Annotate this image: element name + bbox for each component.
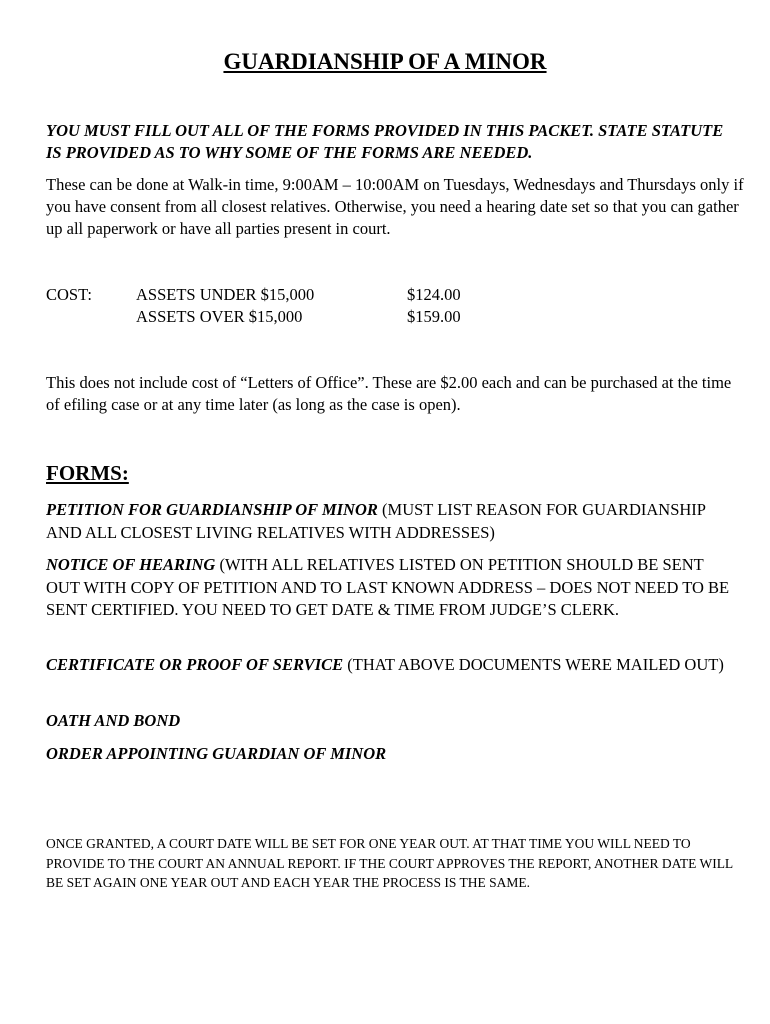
- cost-label: COST:: [46, 285, 92, 304]
- form-name: PETITION FOR GUARDIANSHIP OF MINOR: [46, 500, 378, 519]
- cost-price: $159.00: [407, 307, 461, 326]
- page-title: GUARDIANSHIP OF A MINOR: [223, 49, 547, 74]
- letters-of-office-note: This does not include cost of “Letters of Office”. These are $2.00 each and can be purchased at the time of efiling case or at any time later (as long as the case is open).: [46, 373, 732, 414]
- form-item-certificate-of-service: [46, 654, 736, 677]
- instruction-warning: YOU MUST FILL OUT ALL OF THE FORMS PROVIDED IN THIS PACKET. STATE STATUTE IS PROVIDED AS TO WHY SOME OF THE FORMS ARE NEEDED.: [46, 121, 724, 162]
- cost-price: $124.00: [407, 285, 461, 304]
- form-name: ORDER APPOINTING GUARDIAN OF MINOR: [46, 744, 387, 763]
- cost-asset-tier: ASSETS UNDER $15,000: [136, 285, 315, 304]
- form-detail: (THAT ABOVE DOCUMENTS WERE MAILED OUT): [343, 655, 724, 674]
- form-item-petition: [46, 499, 736, 544]
- walk-in-info-paragraph: These can be done at Walk-in time, 9:00AM – 10:00AM on Tuesdays, Wednesdays and Thursdays only if you have consent from all closest relatives. Otherwise, you need a hearing date set so that you can gather up all paperwork or have all parties present in court.: [46, 175, 744, 238]
- cost-asset-tier: ASSETS OVER $15,000: [136, 307, 303, 326]
- form-item-oath-and-bond: [46, 710, 736, 733]
- annual-report-notice: ONCE GRANTED, A COURT DATE WILL BE SET FOR ONE YEAR OUT. AT THAT TIME YOU WILL NEED TO PROVIDE TO THE COURT AN ANNUAL REPORT. IF THE COURT APPROVES THE REPORT, ANOTHER DATE WILL BE SET AGAIN ONE YEAR OUT AND EACH YEAR THE PROCESS IS THE SAME.: [46, 836, 733, 890]
- form-name: NOTICE OF HEARING: [46, 555, 216, 574]
- form-item-notice-of-hearing: [46, 554, 736, 622]
- form-detail: (MUST LIST REASON FOR GUARDIANSHIP AND ALL CLOSEST LIVING RELATIVES WITH ADDRESSES): [46, 500, 706, 542]
- cost-table: [46, 284, 746, 328]
- cost-row: [46, 306, 746, 328]
- form-item-order-appointing-guardian: [46, 743, 736, 766]
- form-name: CERTIFICATE OR PROOF OF SERVICE: [46, 655, 344, 674]
- forms-heading: FORMS:: [46, 461, 129, 485]
- form-detail: (WITH ALL RELATIVES LISTED ON PETITION SHOULD BE SENT OUT WITH COPY OF PETITION AND TO LAST KNOWN ADDRESS – DOES NOT NEED TO BE SENT CERTIFIED. YOU NEED TO GET DATE & TIME FROM JUDGE’S CLERK.: [46, 555, 730, 619]
- cost-row: [46, 284, 746, 306]
- form-name: OATH AND BOND: [46, 711, 181, 730]
